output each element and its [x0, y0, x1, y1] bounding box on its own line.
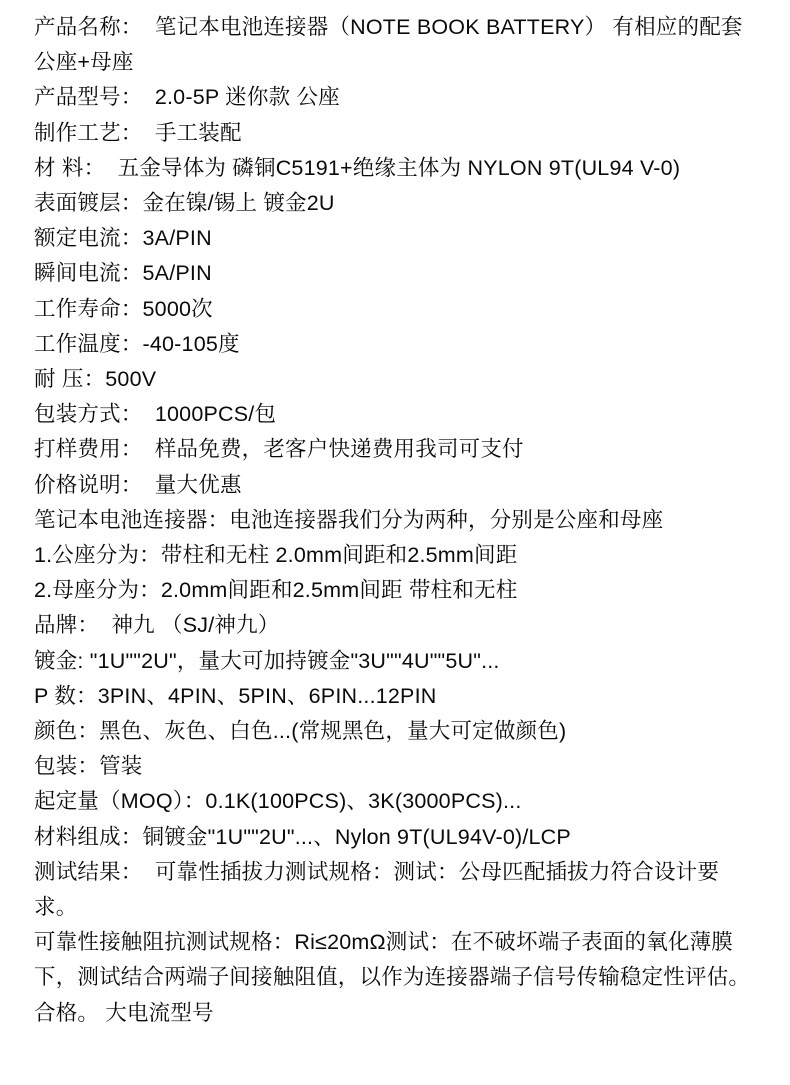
- spec-line: 镀金: "1U""2U"，量大可加持镀金"3U""4U""5U"...: [34, 648, 500, 673]
- spec-line: 额定电流：3A/PIN: [34, 226, 212, 251]
- spec-line: 打样费用： 样品免费，老客户快递费用我司可支付: [34, 437, 524, 462]
- spec-line: 耐 压：500V: [34, 367, 157, 392]
- spec-line: P 数：3PIN、4PIN、5PIN、6PIN...12PIN: [34, 683, 437, 708]
- spec-line: 工作寿命：5000次: [34, 296, 213, 321]
- spec-line: 笔记本电池连接器：电池连接器我们分为两种，分别是公座和母座: [34, 507, 664, 532]
- spec-line: 工作温度：-40-105度: [34, 331, 240, 356]
- spec-line: 产品型号： 2.0-5P 迷你款 公座: [34, 85, 340, 110]
- spec-line: 可靠性接触阻抗测试规格：Ri≤20mΩ测试：在不破坏端子表面的氧化薄膜下，测试结合两端子间接触阻值，以作为连接器端子信号传输稳定性评估。合格。 大电流型号: [34, 930, 751, 1025]
- spec-line: 颜色：黑色、灰色、白色...(常规黑色，量大可定做颜色): [34, 719, 567, 744]
- spec-line: 材料组成：铜镀金"1U""2U"...、Nylon 9T(UL94V-0)/LCP: [34, 824, 571, 849]
- spec-line: 表面镀层：金在镍/锡上 镀金2U: [34, 191, 335, 216]
- spec-line: 包装：管装: [34, 754, 143, 779]
- spec-line: 制作工艺： 手工装配: [34, 120, 242, 145]
- spec-line: 瞬间电流：5A/PIN: [34, 261, 212, 286]
- spec-line: 1.公座分为：带柱和无柱 2.0mm间距和2.5mm间距: [34, 543, 518, 568]
- spec-line: 起定量（MOQ）：0.1K(100PCS)、3K(3000PCS)...: [34, 789, 522, 814]
- spec-line: 包装方式： 1000PCS/包: [34, 402, 277, 427]
- spec-line: 2.母座分为：2.0mm间距和2.5mm间距 带柱和无柱: [34, 578, 518, 603]
- spec-line: 测试结果： 可靠性插拔力测试规格：测试：公母匹配插拔力符合设计要求。: [34, 859, 720, 920]
- spec-line: 价格说明： 量大优惠: [34, 472, 242, 497]
- spec-line: 品牌： 神九 （SJ/神九）: [34, 613, 280, 638]
- spec-line: 产品名称： 笔记本电池连接器（NOTE BOOK BATTERY） 有相应的配套 公座+母座: [34, 15, 749, 75]
- spec-line: 材 料： 五金导体为 磷铜C5191+绝缘主体为 NYLON 9T(UL94 V-0): [34, 155, 681, 180]
